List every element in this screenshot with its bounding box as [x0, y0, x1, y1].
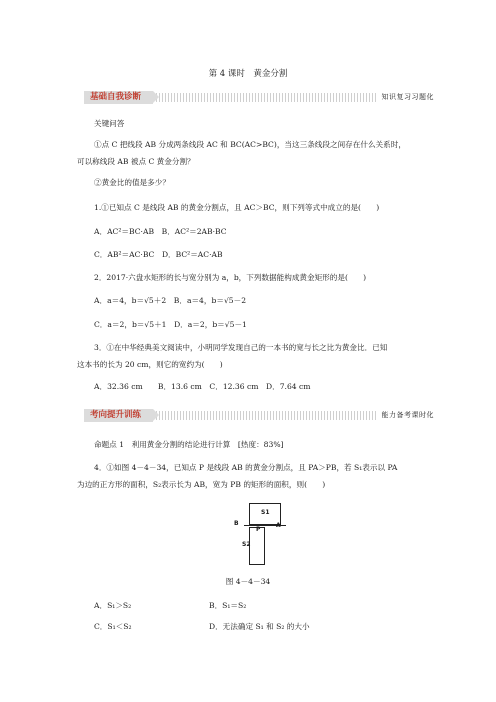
problem-3-stem-line1: 3．①在中华经典美文阅读中，小明同学发现自己的一本书的宽与长之比为黄金比．已知 — [94, 343, 388, 352]
section-header-basic — [84, 91, 440, 104]
problem-1-stem: 1.①已知点 C 是线段 AB 的黄金分割点，且 AC＞BC，则下列等式中成立的是( ) — [94, 203, 380, 212]
problem-3-options: A．32.36 cm B．13.6 cm C．12.36 cm D．7.64 cm — [94, 382, 311, 391]
section-header-advanced — [84, 409, 440, 422]
section-label: 基础自我诊断 — [84, 91, 153, 104]
problem-4-option-c: C．S₁＜S₂ — [94, 622, 132, 631]
label-b: B — [234, 520, 239, 527]
problem-2-options-cd: C．a＝2，b＝√5＋1 D．a＝2，b＝√5－1 — [94, 320, 247, 329]
topic-heading: 命题点 1 利用黄金分割的结论进行计算 [热度：83%] — [94, 440, 284, 449]
problem-4-option-a: A．S₁＞S₂ — [94, 601, 132, 610]
label-s2: S2 — [242, 541, 251, 548]
figure-caption: 图 4－4－34 — [225, 577, 271, 586]
problem-2-stem: 2．2017·六盘水矩形的长与宽分别为 a，b，下列数据能构成黄金矩形的是( ) — [94, 273, 367, 282]
problem-4-stem-line2: 为边的正方形的面积，S₂表示长为 AB，宽为 PB 的矩形的面积，则( ) — [77, 480, 326, 489]
question-1-line2: 可以称线段 AB 被点 C 黄金分割？ — [77, 157, 195, 166]
figure-golden-section — [236, 503, 294, 563]
problem-2-options-ab: A．a＝4，b＝√5＋2 B．a＝4，b＝√5－2 — [94, 296, 247, 305]
question-2: ②黄金比的值是多少？ — [94, 178, 170, 187]
problem-4-stem-line1: 4．①如图 4－4－34，已知点 P 是线段 AB 的黄金分割点，且 PA＞PB，若 S₁表示以 PA — [94, 463, 398, 472]
label-p: P — [256, 526, 261, 533]
problem-3-stem-line2: 这本书的长为 20 cm，则它的宽约为( ) — [77, 360, 223, 369]
section-label: 考向提升训练 — [84, 409, 153, 422]
section-tagline: 能力备考课时化 — [376, 409, 441, 422]
problem-4-option-d: D．无法确定 S₁ 和 S₂ 的大小 — [209, 622, 310, 631]
question-1-line1: ①点 C 把线段 AB 分成两条线段 AC 和 BC(AC>BC)，当这三条线段之间存在什么关系时， — [94, 140, 406, 149]
label-s1: S1 — [261, 509, 270, 516]
page-title: 第 4 课时 黄金分割 — [208, 69, 288, 79]
key-questions-heading: 关键问答 — [94, 119, 125, 128]
label-a: A — [276, 522, 281, 529]
problem-1-options-cd: C．AB²＝AC·BC D．BC²＝AC·AB — [94, 250, 223, 259]
problem-1-options-ab: A．AC²＝BC·AB B．AC²＝2AB·BC — [94, 227, 227, 236]
problem-4-option-b: B．S₁＝S₂ — [209, 601, 247, 610]
section-tagline: 知识复习习题化 — [376, 91, 441, 104]
